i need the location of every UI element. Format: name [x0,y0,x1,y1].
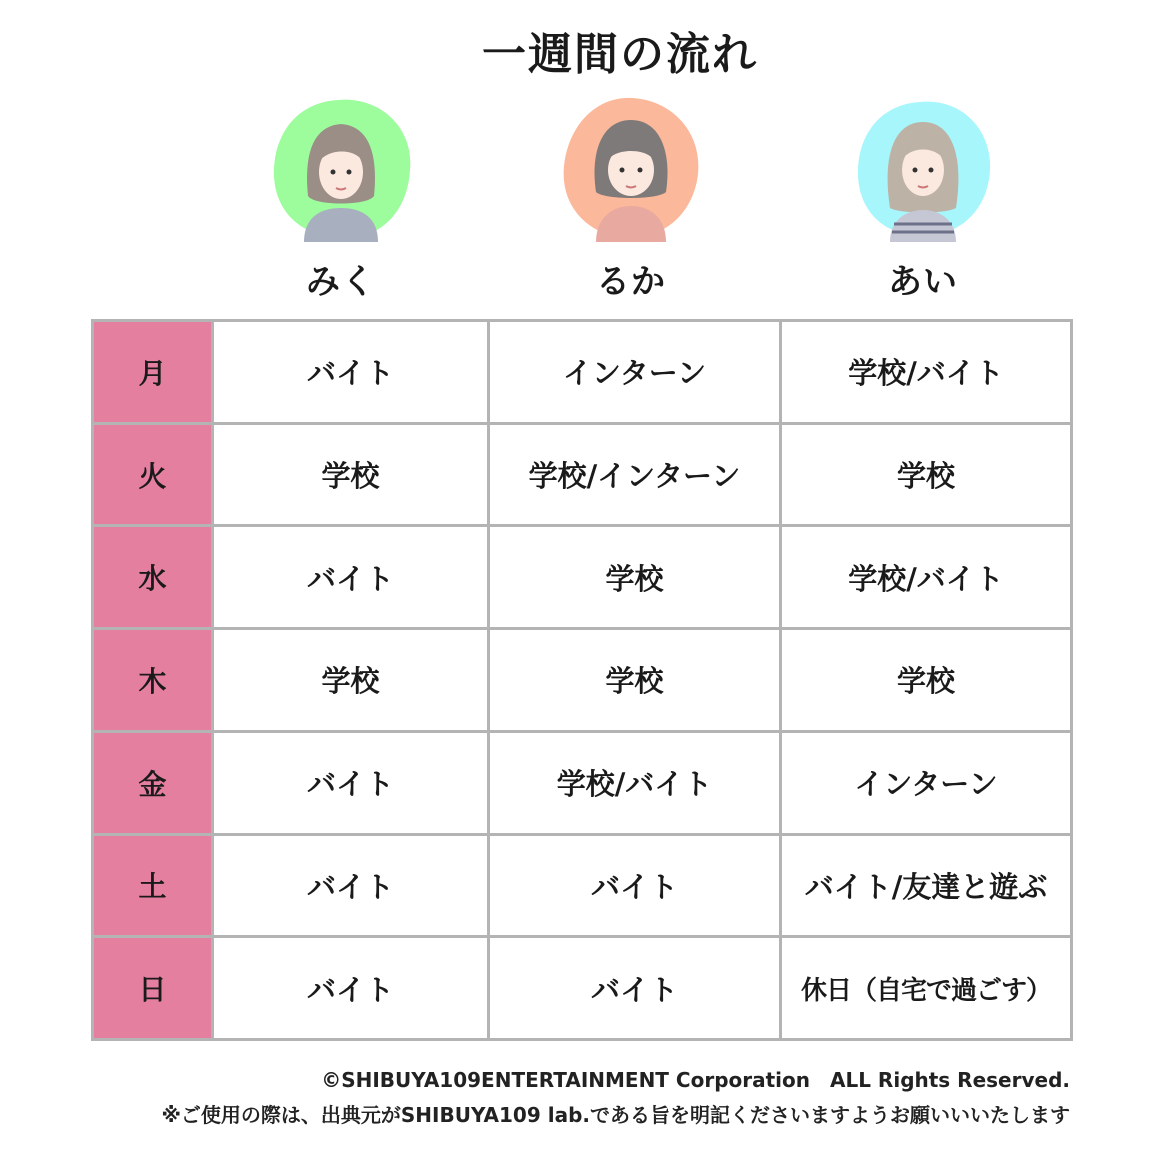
table-row [93,731,1072,834]
miku-avatar [268,96,414,242]
day-label: 土 [93,834,213,937]
person-name: みく [306,262,376,302]
table-row [93,423,1072,526]
person-name: るか [596,262,666,302]
table-cell: 学校/インターン [489,423,781,526]
ai-avatar [850,96,996,242]
day-label: 月 [93,321,213,424]
table-cell: 学校 [213,629,489,732]
day-label: 金 [93,731,213,834]
table-cell: 学校 [489,526,781,629]
table-cell: バイト/友達と遊ぶ [781,834,1072,937]
table-row [93,526,1072,629]
page-title: 一週間の流れ [482,29,758,80]
day-label: 水 [93,526,213,629]
day-label: 火 [93,423,213,526]
person-ruka [551,96,711,303]
person-ai [843,96,1003,303]
table-cell: バイト [489,937,781,1040]
table-cell: インターン [781,731,1072,834]
table-row [93,937,1072,1040]
copyright-text: ©SHIBUYA109ENTERTAINMENT Corporation ALL Rights Reserved. [321,1068,1070,1092]
table-cell: 学校 [781,423,1072,526]
table-cell: 学校/バイト [781,321,1072,424]
table-cell: 休日（自宅で過ごす） [781,937,1072,1040]
table-cell: バイト [213,937,489,1040]
table-cell: 学校/バイト [489,731,781,834]
ruka-avatar [558,96,704,242]
table-cell: 学校 [781,629,1072,732]
day-label: 日 [93,937,213,1040]
table-cell: 学校 [489,629,781,732]
table-cell: 学校 [213,423,489,526]
table-cell: バイト [213,526,489,629]
table-cell: インターン [489,321,781,424]
table-cell: バイト [213,731,489,834]
table-cell: バイト [213,834,489,937]
table-cell: バイト [489,834,781,937]
table-row [93,629,1072,732]
table-row [93,834,1072,937]
table-cell: バイト [213,321,489,424]
day-label: 木 [93,629,213,732]
schedule-table [91,319,1073,1041]
person-miku [261,96,421,303]
table-row [93,321,1072,424]
person-name: あい [888,262,958,302]
usage-note: ※ご使用の際は、出典元がSHIBUYA109 lab.である旨を明記くださいますようお願いいいたします [161,1103,1070,1127]
table-cell: 学校/バイト [781,526,1072,629]
